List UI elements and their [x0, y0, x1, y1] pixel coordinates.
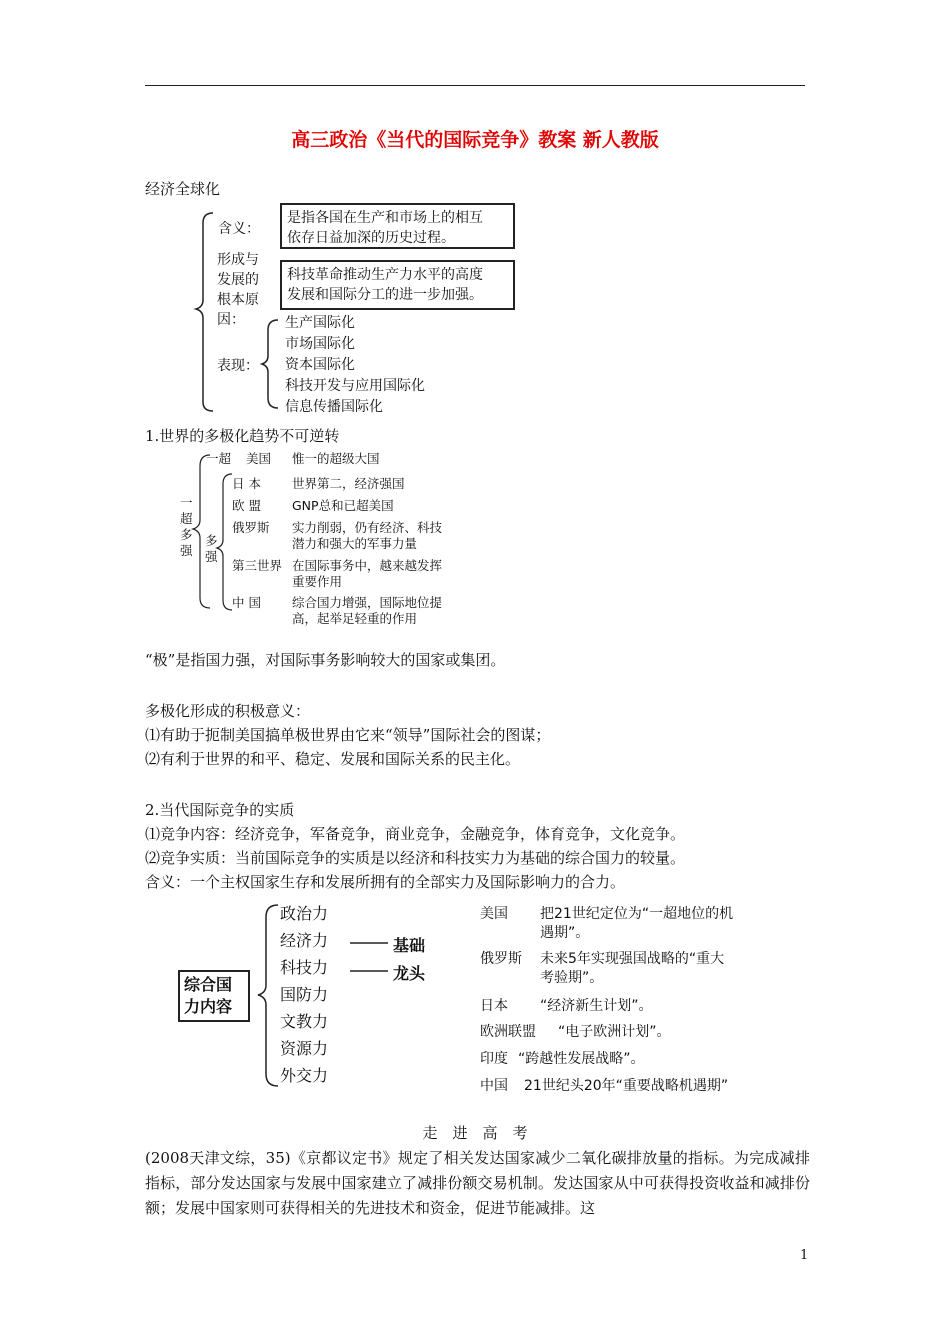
show-item: 科技开发与应用国际化 [285, 378, 425, 394]
tech-tag: 龙头 [393, 964, 426, 983]
positive-point-2: ⑵有利于世界的和平、稳定、发展和国际关系的民主化。 [145, 750, 521, 768]
strategy-desc: “跨越性发展战略”。 [518, 1051, 645, 1067]
super-desc: 惟一的超级大国 [292, 451, 380, 466]
strategy-desc: 把21世纪定位为“一超地位的机 [540, 906, 734, 922]
positive-heading: 多极化形成的积极意义： [145, 702, 311, 720]
power-items [280, 900, 328, 1089]
row-desc: GNP总和已超美国 [292, 498, 394, 513]
shows-list [285, 313, 425, 418]
power-item: 国防力 [280, 985, 329, 1004]
multi-label [205, 533, 219, 565]
power-item: 政治力 [280, 904, 329, 923]
strategy-country: 欧洲联盟 [480, 1024, 536, 1040]
strategy-desc-2: 考验期”。 [540, 970, 604, 986]
label-cause-line-2: 发展的 [217, 272, 259, 288]
row-name: 欧 盟 [232, 498, 261, 513]
positive-point-1: ⑴有助于扼制美国搞单极世界由它来“领导”国际社会的图谋； [145, 726, 551, 744]
row-name: 第三世界 [232, 558, 283, 573]
show-item: 信息传播国际化 [285, 399, 383, 415]
power-item: 经济力 [280, 931, 329, 950]
outer-label [180, 495, 194, 559]
strategy-country: 印度 [480, 1051, 508, 1067]
label-show: 表现： [217, 358, 259, 374]
exam-paragraph: (2008天津文综，35)《京都议定书》规定了相关发达国家减少二氧化碳排放量的指标。为完成减排指标，部分发达国家与发展中国家建立了减排份额交易机制。发达国家从中可获得投资收益和减排份额；发展中国家则可获得相关的先进技术和资金，促进节能减排。这 [145, 1149, 810, 1217]
row-name: 中 国 [232, 595, 261, 610]
label-cause-line-3: 根本原 [217, 292, 259, 308]
multipolar-heading: 1.世界的多极化趋势不可逆转 [145, 427, 340, 445]
label-cause [217, 250, 259, 330]
show-item: 市场国际化 [285, 336, 355, 352]
strategy-desc: “经济新生计划”。 [540, 998, 653, 1014]
page-title: 高三政治《当代的国际竞争》教案 新人教版 [291, 129, 659, 151]
strategy-desc: “电子欧洲计划”。 [558, 1024, 671, 1040]
label-cause-line-1: 形成与 [217, 252, 259, 268]
cause-line-1: 科技革命推动生产力水平的高度 [287, 267, 483, 283]
outer-label-char: 多 [180, 527, 193, 542]
power-item: 资源力 [280, 1039, 329, 1058]
power-box-line-2: 力内容 [184, 997, 233, 1016]
exam-heading: 走 进 高 考 [422, 1124, 528, 1142]
row-desc-2: 潜力和强大的军事力量 [292, 536, 418, 551]
meaning-line-1: 是指各国在生产和市场上的相互 [287, 210, 483, 226]
strategy-country: 美国 [480, 906, 508, 922]
power-item: 外交力 [280, 1066, 329, 1085]
strategy-country: 中国 [480, 1078, 508, 1094]
outer-label-char: 一 [180, 495, 193, 510]
super-country: 美国 [246, 451, 272, 466]
power-box-line-1: 综合国 [184, 975, 233, 994]
multi-label-char: 强 [205, 549, 218, 564]
page-number: 1 [800, 1248, 809, 1263]
power-box [178, 970, 250, 1022]
pole-definition: “极”是指国力强，对国际事务影响较大的国家或集团。 [145, 651, 506, 669]
strategy-desc: 未来5年实现强国战略的“重大 [540, 951, 725, 967]
row-desc: 世界第二，经济强国 [292, 476, 405, 491]
cause-line-2: 发展和国际分工的进一步加强。 [287, 287, 483, 303]
row-desc-2: 高，起举足轻重的作用 [292, 611, 418, 626]
meaning-box [280, 203, 515, 249]
show-item: 资本国际化 [285, 357, 355, 373]
label-meaning: 含义： [218, 221, 260, 237]
outer-label-char: 强 [180, 543, 193, 558]
show-item: 生产国际化 [285, 315, 355, 331]
cause-box [280, 260, 515, 310]
econ-global-heading: 经济全球化 [145, 180, 221, 198]
outer-label-char: 超 [180, 511, 193, 526]
row-name: 日 本 [232, 476, 261, 491]
strategy-country: 俄罗斯 [480, 951, 522, 967]
row-desc: 综合国力增强，国际地位提 [292, 595, 443, 610]
row-desc-2: 重要作用 [292, 574, 343, 589]
econ-tag: 基础 [393, 936, 426, 955]
power-item: 文教力 [280, 1012, 329, 1031]
multi-label-char: 多 [205, 533, 218, 548]
label-cause-line-4: 因： [217, 312, 245, 328]
competition-heading: 2.当代国际竞争的实质 [145, 801, 295, 819]
competition-content: ⑴竞争内容：经济竞争，军备竞争，商业竞争，金融竞争，体育竞争，文化竞争。 [145, 825, 686, 843]
power-item: 科技力 [280, 958, 329, 977]
strategy-desc-2: 遇期”。 [540, 925, 590, 941]
competition-essence: ⑵竞争实质：当前国际竞争的实质是以经济和科技实力为基础的综合国力的较量。 [145, 849, 686, 867]
row-desc: 实力削弱，仍有经济、科技 [292, 520, 443, 535]
row-name: 俄罗斯 [232, 520, 270, 535]
strategy-desc: 21世纪头20年“重要战略机遇期” [524, 1078, 729, 1094]
meaning-line-2: 依存日益加深的历史过程。 [287, 230, 455, 246]
competition-meaning: 含义：一个主权国家生存和发展所拥有的全部实力及国际影响力的合力。 [145, 873, 626, 891]
strategy-country: 日本 [480, 998, 508, 1014]
super-label: 一超 [206, 451, 232, 466]
row-desc: 在国际事务中，越来越发挥 [292, 558, 443, 573]
